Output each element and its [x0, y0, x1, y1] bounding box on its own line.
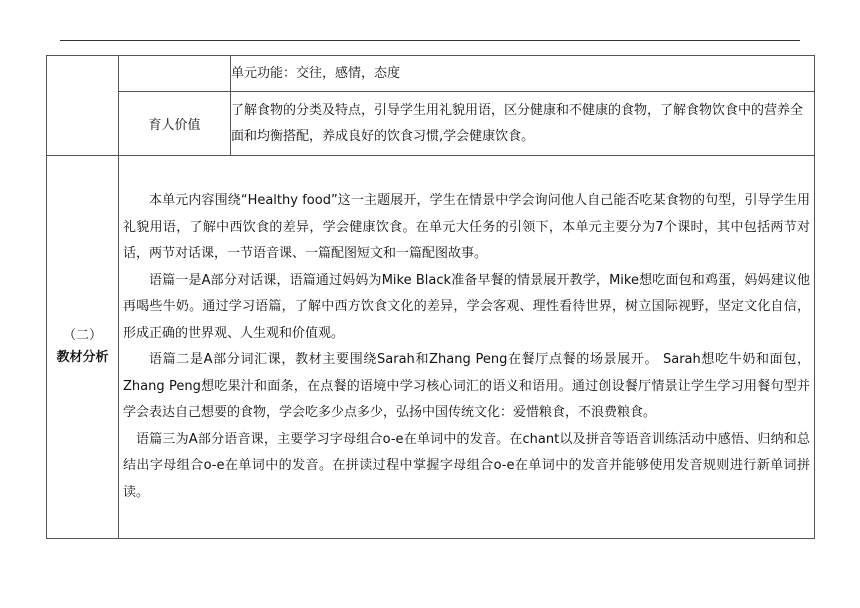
- analysis-paragraph-3: 语篇二是A部分词汇课，教材主要围绕Sarah和Zhang Peng在餐厅点餐的场景展开。 Sarah想吃牛奶和面包，Zhang Peng想吃果汁和面条，在点餐的语境中学习核心词汇的语义和语用。通过创设餐厅情景让学生学习用餐句型并学会表达自己想要的食物，学会吃多少点多少，弘扬中国传统文化：爱惜粮食，不浪费粮食。: [123, 352, 810, 420]
- empty-section-cell: [47, 56, 119, 156]
- table-row-function: [47, 56, 815, 92]
- section-number: （二）: [62, 328, 102, 343]
- analysis-paragraph-4: 语篇三为A部分语音课，主要学习字母组合o-e在单词中的发音。在chant以及拼音等语音训练活动中感悟、归纳和总结出字母组合o-e在单词中的发音。在拼读过程中掌握字母组合o-e在单词中的发音并能够使用发音规则进行新单词拼读。: [123, 431, 810, 500]
- analysis-paragraph-2: 语篇一是A部分对话课，语篇通过妈妈为Mike Black准备早餐的情景展开教学，Mike想吃面包和鸡蛋，妈妈建议他再喝些牛奶。通过学习语篇，了解中西方饮食文化的差异，学会客观、理性看待世界，树立国际视野，坚定文化自信，形成正确的世界观、人生观和价值观。: [123, 272, 810, 341]
- section-title: 教材分析: [56, 350, 109, 365]
- analysis-table: [46, 55, 815, 539]
- value-label: 育人价值: [119, 92, 231, 156]
- table-row-analysis: [47, 156, 815, 539]
- empty-label-cell: [119, 56, 231, 92]
- unit-function-text: 单元功能：交往，感情，态度: [231, 56, 815, 92]
- analysis-content: [119, 156, 815, 539]
- value-text: 了解食物的分类及特点，引导学生用礼貌用语，区分健康和不健康的食物，了解食物饮食中的营养全面和均衡搭配，养成良好的饮食习惯,学会健康饮食。: [231, 92, 815, 156]
- table-row-value: [47, 92, 815, 156]
- analysis-section-label: [47, 156, 119, 539]
- analysis-paragraph-1: 本单元内容围绕“Healthy food”这一主题展开，学生在情景中学会询问他人自己能否吃某食物的句型，引导学生用礼貌用语，了解中西饮食的差异，学会健康饮食。在单元大任务的引领下，本单元主要分为7个课时，其中包括两节对话，两节对话课，一节语音课、一篇配图短文和一篇配图故事。: [123, 193, 810, 261]
- header-rule: [60, 40, 800, 41]
